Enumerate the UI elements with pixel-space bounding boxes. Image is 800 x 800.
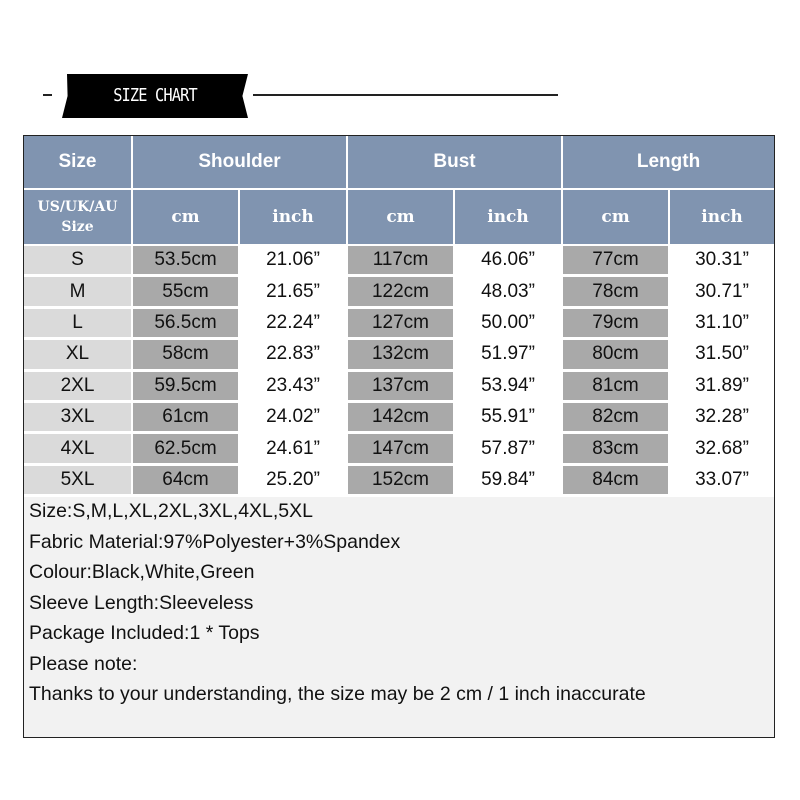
cell-shoulder-cm: 53.5cm <box>132 245 239 276</box>
cell-size: 4XL <box>24 433 132 464</box>
cell-shoulder-cm: 64cm <box>132 464 239 495</box>
cell-shoulder-inch: 21.06” <box>239 245 347 276</box>
cell-length-cm: 83cm <box>562 433 669 464</box>
cell-shoulder-cm: 55cm <box>132 276 239 307</box>
cell-bust-inch: 55.91” <box>454 401 562 432</box>
header-unit-length-inch: inch <box>669 189 774 245</box>
header-size: Size <box>24 136 132 189</box>
cell-length-inch: 30.71” <box>669 276 774 307</box>
cell-length-inch: 32.68” <box>669 433 774 464</box>
cell-shoulder-inch: 22.24” <box>239 307 347 338</box>
cell-bust-inch: 57.87” <box>454 433 562 464</box>
cell-size: 5XL <box>24 464 132 495</box>
header-size-region <box>24 189 132 245</box>
table-row <box>24 464 774 495</box>
table-row <box>24 276 774 307</box>
banner-dash-decoration <box>43 94 52 96</box>
cell-length-inch: 32.28” <box>669 401 774 432</box>
cell-shoulder-inch: 21.65” <box>239 276 347 307</box>
cell-shoulder-cm: 58cm <box>132 339 239 370</box>
cell-shoulder-inch: 24.61” <box>239 433 347 464</box>
cell-length-cm: 78cm <box>562 276 669 307</box>
table-row <box>24 433 774 464</box>
cell-bust-cm: 122cm <box>347 276 454 307</box>
cell-length-cm: 80cm <box>562 339 669 370</box>
cell-length-inch: 30.31” <box>669 245 774 276</box>
cell-bust-cm: 137cm <box>347 370 454 401</box>
banner-rule-line <box>253 94 558 96</box>
cell-bust-inch: 46.06” <box>454 245 562 276</box>
product-notes <box>29 496 769 710</box>
cell-size: XL <box>24 339 132 370</box>
header-unit-shoulder-cm: cm <box>132 189 239 245</box>
cell-bust-cm: 132cm <box>347 339 454 370</box>
cell-bust-inch: 59.84” <box>454 464 562 495</box>
table-group-header-row <box>24 136 774 189</box>
note-fabric: Fabric Material:97%Polyester+3%Spandex <box>29 530 401 553</box>
header-unit-shoulder-inch: inch <box>239 189 347 245</box>
note-colour: Colour:Black,White,Green <box>29 561 255 583</box>
cell-length-inch: 31.89” <box>669 370 774 401</box>
cell-size: 2XL <box>24 370 132 401</box>
cell-bust-inch: 53.94” <box>454 370 562 401</box>
cell-shoulder-inch: 25.20” <box>239 464 347 495</box>
header-size-region-line1: US/UK/AU <box>37 199 118 215</box>
table-row <box>24 401 774 432</box>
table-row <box>24 307 774 338</box>
cell-bust-cm: 142cm <box>347 401 454 432</box>
cell-length-inch: 31.10” <box>669 307 774 338</box>
cell-size: 3XL <box>24 401 132 432</box>
cell-bust-inch: 48.03” <box>454 276 562 307</box>
cell-shoulder-cm: 56.5cm <box>132 307 239 338</box>
cell-shoulder-inch: 24.02” <box>239 401 347 432</box>
table-row <box>24 245 774 276</box>
header-unit-bust-cm: cm <box>347 189 454 245</box>
cell-bust-cm: 127cm <box>347 307 454 338</box>
note-sizes: Size:S,M,L,XL,2XL,3XL,4XL,5XL <box>29 500 314 522</box>
table-row <box>24 339 774 370</box>
cell-length-cm: 79cm <box>562 307 669 338</box>
cell-shoulder-cm: 59.5cm <box>132 370 239 401</box>
cell-length-cm: 84cm <box>562 464 669 495</box>
header-unit-length-cm: cm <box>562 189 669 245</box>
banner-title: SIZE CHART <box>113 85 197 106</box>
cell-length-inch: 33.07” <box>669 464 774 495</box>
cell-shoulder-inch: 22.83” <box>239 339 347 370</box>
header-length: Length <box>562 136 774 189</box>
cell-shoulder-cm: 61cm <box>132 401 239 432</box>
note-accuracy: Thanks to your understanding, the size may be 2 cm / 1 inch inaccurate <box>29 683 646 705</box>
header-unit-bust-inch: inch <box>454 189 562 245</box>
header-bust: Bust <box>347 136 562 189</box>
cell-shoulder-inch: 23.43” <box>239 370 347 401</box>
cell-size: L <box>24 307 132 338</box>
note-sleeve: Sleeve Length:Sleeveless <box>29 591 254 614</box>
size-chart-banner <box>0 0 800 130</box>
header-size-region-line2: Size <box>61 219 94 235</box>
cell-length-cm: 81cm <box>562 370 669 401</box>
cell-length-cm: 77cm <box>562 245 669 276</box>
note-please-note: Please note: <box>29 652 138 675</box>
size-table <box>24 136 774 497</box>
cell-length-inch: 31.50” <box>669 339 774 370</box>
cell-length-cm: 82cm <box>562 401 669 432</box>
table-unit-header-row <box>24 189 774 245</box>
note-package: Package Included:1 * Tops <box>29 622 260 644</box>
cell-bust-cm: 117cm <box>347 245 454 276</box>
header-shoulder: Shoulder <box>132 136 347 189</box>
table-row <box>24 370 774 401</box>
cell-bust-cm: 147cm <box>347 433 454 464</box>
cell-size: M <box>24 276 132 307</box>
cell-bust-inch: 50.00” <box>454 307 562 338</box>
cell-size: S <box>24 245 132 276</box>
cell-bust-cm: 152cm <box>347 464 454 495</box>
cell-bust-inch: 51.97” <box>454 339 562 370</box>
cell-shoulder-cm: 62.5cm <box>132 433 239 464</box>
